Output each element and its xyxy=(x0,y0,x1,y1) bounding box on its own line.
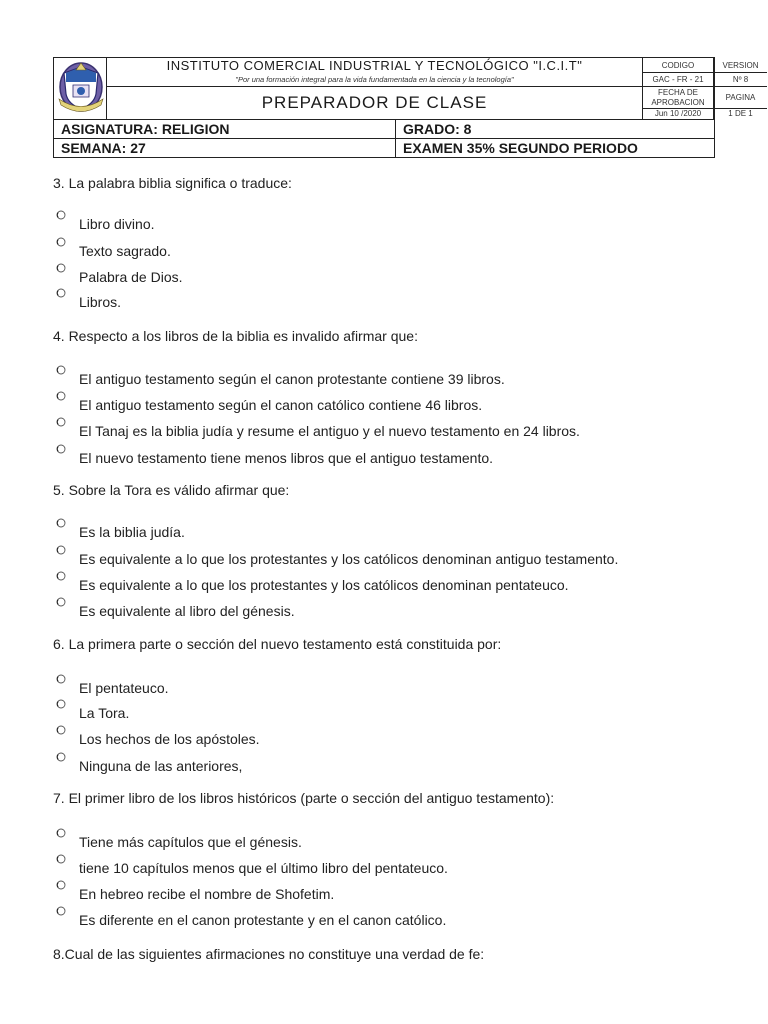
option-label: La Tora. xyxy=(79,705,130,721)
institution-cell xyxy=(107,58,643,87)
radio-button-icon[interactable] xyxy=(56,906,66,916)
option-label: Es equivalente a lo que los protestantes y los católicos denominan pentateuco. xyxy=(79,577,569,593)
version-label: VERSION xyxy=(714,58,767,73)
option-label: Es equivalente al libro del génesis. xyxy=(79,603,295,619)
codigo-label: CODIGO xyxy=(643,58,714,73)
school-logo xyxy=(54,58,107,119)
radio-button-icon[interactable] xyxy=(56,210,66,220)
question-7: 7. El primer libro de los libros históricos (parte o sección del antiguo testamento): xyxy=(53,790,555,806)
option-label: El Tanaj es la biblia judía y resume el antiguo y el nuevo testamento en 24 libros. xyxy=(79,423,580,439)
option-label: Es equivalente a lo que los protestantes y los católicos denominan antiguo testamento. xyxy=(79,551,619,567)
radio-button-icon[interactable] xyxy=(56,571,66,581)
radio-button-icon[interactable] xyxy=(56,597,66,607)
question-3: 3. La palabra biblia significa o traduce: xyxy=(53,175,292,191)
codigo-value: GAC - FR - 21 xyxy=(643,73,714,87)
document-header xyxy=(53,57,759,120)
option-label: Libro divino. xyxy=(79,216,155,232)
option-label: Ninguna de las anteriores, xyxy=(79,758,243,774)
examen-cell: EXAMEN 35% SEGUNDO PERIODO xyxy=(403,140,638,156)
radio-button-icon[interactable] xyxy=(56,854,66,864)
option-label: Tiene más capítulos que el génesis. xyxy=(79,834,302,850)
option-label: El nuevo testamento tiene menos libros que el antiguo testamento. xyxy=(79,450,494,466)
pagina-value: 1 DE 1 xyxy=(728,109,753,118)
option-label: En hebreo recibe el nombre de Shofetim. xyxy=(79,886,335,902)
option-label: Es diferente en el canon protestante y en el canon católico. xyxy=(79,912,447,928)
option-label: Los hechos de los apóstoles. xyxy=(79,731,260,747)
radio-button-icon[interactable] xyxy=(56,288,66,298)
document-title: PREPARADOR DE CLASE xyxy=(107,87,643,119)
radio-button-icon[interactable] xyxy=(56,545,66,555)
institution-name: INSTITUTO COMERCIAL INDUSTRIAL Y TECNOLÓGICO "I.C.I.T" xyxy=(166,58,583,73)
radio-button-icon[interactable] xyxy=(56,417,66,427)
option-label: El pentateuco. xyxy=(79,680,169,696)
asignatura-cell: ASIGNATURA: RELIGION xyxy=(54,120,396,139)
institution-motto: "Por una formación integral para la vida fundamentada en la ciencia y la tecnología" xyxy=(235,75,514,84)
radio-button-icon[interactable] xyxy=(56,752,66,762)
version-value: Nº 8 xyxy=(714,73,767,87)
radio-button-icon[interactable] xyxy=(56,237,66,247)
radio-button-icon[interactable] xyxy=(56,365,66,375)
question-6: 6. La primera parte o sección del nuevo testamento está constituida por: xyxy=(53,636,502,652)
radio-button-icon[interactable] xyxy=(56,391,66,401)
radio-button-icon[interactable] xyxy=(56,880,66,890)
option-label: El antiguo testamento según el canon protestante contiene 39 libros. xyxy=(79,371,505,387)
grado-cell: GRADO: 8 xyxy=(396,120,714,139)
fecha-label: FECHA DE APROBACION xyxy=(643,87,714,109)
question-4: 4. Respecto a los libros de la biblia es invalido afirmar que: xyxy=(53,328,418,344)
subject-table xyxy=(53,120,715,158)
option-label: Texto sagrado. xyxy=(79,243,171,259)
radio-button-icon[interactable] xyxy=(56,263,66,273)
option-label: Palabra de Dios. xyxy=(79,269,183,285)
question-8: 8.Cual de las siguientes afirmaciones no constituye una verdad de fe: xyxy=(53,946,485,962)
option-label: El antiguo testamento según el canon católico contiene 46 libros. xyxy=(79,397,483,413)
fecha-value: Jun 10 /2020 xyxy=(643,109,714,119)
question-5: 5. Sobre la Tora es válido afirmar que: xyxy=(53,482,290,498)
pagina-label: PAGINA xyxy=(714,87,767,109)
radio-button-icon[interactable] xyxy=(56,828,66,838)
radio-button-icon[interactable] xyxy=(56,444,66,454)
radio-button-icon[interactable] xyxy=(56,725,66,735)
radio-button-icon[interactable] xyxy=(56,518,66,528)
option-label: Es la biblia judía. xyxy=(79,524,185,540)
semana-cell: SEMANA: 27 xyxy=(54,139,396,157)
option-label: tiene 10 capítulos menos que el último libro del pentateuco. xyxy=(79,860,448,876)
radio-button-icon[interactable] xyxy=(56,674,66,684)
option-label: Libros. xyxy=(79,294,122,310)
radio-button-icon[interactable] xyxy=(56,699,66,709)
